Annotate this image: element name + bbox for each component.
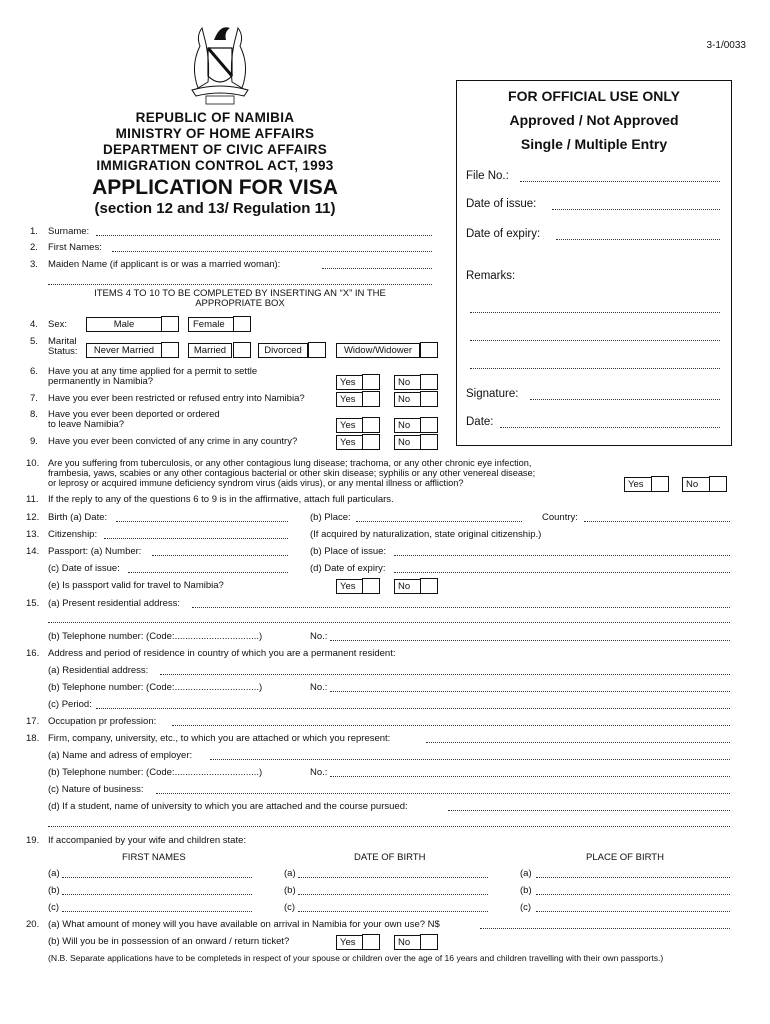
child-a-place[interactable] bbox=[536, 877, 730, 878]
yes-option: Yes bbox=[624, 477, 653, 492]
official-file-no-field[interactable] bbox=[520, 181, 720, 182]
marital-label1: Marital bbox=[48, 336, 77, 347]
q10-line1: Are you suffering from tuberculosis, or any other contagious lung disease; trachoma, or any other chronic eye infection, bbox=[48, 458, 532, 468]
no-option: No bbox=[394, 579, 423, 594]
q9-label: Have you ever been convicted of any crime in any country? bbox=[48, 436, 298, 447]
married-option: Married bbox=[188, 343, 232, 358]
birth-place-label: (b) Place: bbox=[310, 512, 351, 523]
married-checkbox[interactable] bbox=[233, 342, 251, 358]
maiden-name-label: Maiden Name (if applicant is or was a married woman): bbox=[48, 259, 281, 270]
maiden-name-field[interactable] bbox=[322, 268, 432, 269]
first-names-field[interactable] bbox=[112, 251, 432, 252]
permanent-telephone-label: (b) Telephone number: (Code:................................) bbox=[48, 682, 263, 693]
q6-line1: Have you at any time applied for a permit to settle bbox=[48, 366, 258, 377]
ticket-yes-checkbox[interactable] bbox=[362, 934, 380, 950]
maiden-name-field-2[interactable] bbox=[48, 284, 432, 285]
official-entry: Single / Multiple Entry bbox=[520, 136, 668, 152]
permanent-address-label: (a) Residential address: bbox=[48, 665, 149, 676]
q-number: 9. bbox=[30, 436, 38, 447]
permanent-residence-label: Address and period of residence in country of which you are a permanent resident: bbox=[48, 648, 396, 659]
q6-yes-checkbox[interactable] bbox=[362, 374, 380, 390]
q-number: 6. bbox=[30, 366, 38, 377]
birth-date-label: Birth (a) Date: bbox=[48, 512, 108, 523]
yes-option: Yes bbox=[336, 418, 365, 433]
child-b-name[interactable] bbox=[62, 894, 252, 895]
passport-place-field[interactable] bbox=[394, 555, 730, 556]
occupation-field[interactable] bbox=[172, 725, 730, 726]
official-date: Date: bbox=[466, 416, 494, 428]
row-c-label: (c) bbox=[284, 902, 296, 913]
male-checkbox[interactable] bbox=[161, 316, 179, 332]
header-act: IMMIGRATION CONTROL ACT, 1993 bbox=[96, 158, 334, 173]
permanent-no-field[interactable] bbox=[330, 691, 730, 692]
q-number: 14. bbox=[26, 546, 40, 557]
official-date-expiry-field[interactable] bbox=[556, 239, 720, 240]
firm-field[interactable] bbox=[426, 742, 730, 743]
citizenship-note: (If acquired by naturalization, state original citizenship.) bbox=[310, 529, 542, 540]
row-a-label: (a) bbox=[284, 868, 296, 879]
q8-yes-checkbox[interactable] bbox=[362, 417, 380, 433]
header-department: DEPARTMENT OF CIVIC AFFAIRS bbox=[102, 142, 328, 157]
yes-option: Yes bbox=[336, 375, 365, 390]
q-number: 1. bbox=[30, 226, 38, 237]
q8-line2: to leave Namibia? bbox=[48, 419, 125, 430]
business-field[interactable] bbox=[156, 793, 730, 794]
row-c-label: (c) bbox=[520, 902, 532, 913]
q10-yes-checkbox[interactable] bbox=[651, 476, 669, 492]
q6-line2: permanently in Namibia? bbox=[48, 376, 154, 387]
official-date-field[interactable] bbox=[500, 427, 720, 428]
col-date-of-birth: DATE OF BIRTH bbox=[354, 852, 426, 863]
ticket-label: (b) Will you be in possession of an onward / return ticket? bbox=[48, 936, 290, 947]
child-b-place[interactable] bbox=[536, 894, 730, 895]
citizenship-label: Citizenship: bbox=[48, 529, 98, 540]
no-option: No bbox=[394, 935, 423, 950]
passport-valid-label: (e) Is passport valid for travel to Namibia? bbox=[48, 580, 224, 591]
q-number: 7. bbox=[30, 393, 38, 404]
divorced-checkbox[interactable] bbox=[308, 342, 326, 358]
divorced-option: Divorced bbox=[258, 343, 308, 358]
row-b-label: (b) bbox=[48, 885, 60, 896]
reference-number: 3-1/0033 bbox=[706, 40, 746, 51]
telephone-code-label: (b) Telephone number: (Code:................................) bbox=[48, 631, 263, 642]
q-number: 2. bbox=[30, 242, 38, 253]
official-remarks-line[interactable] bbox=[470, 312, 720, 313]
passport-number-field[interactable] bbox=[152, 555, 288, 556]
student-field[interactable] bbox=[448, 810, 730, 811]
official-date-expiry: Date of expiry: bbox=[466, 228, 541, 240]
passport-place-label: (b) Place of issue: bbox=[310, 546, 387, 557]
q10-line3: or leprosy or acquired immune deficiency syndrom virus (aids virus), or any mental illness or affliction? bbox=[48, 478, 464, 488]
period-label: (c) Period: bbox=[48, 699, 92, 710]
widow-checkbox[interactable] bbox=[420, 342, 438, 358]
money-label: (a) What amount of money will you have available on arrival in Namibia for your own use? N$ bbox=[48, 919, 440, 930]
first-names-label: First Names: bbox=[48, 242, 102, 253]
residential-address-field[interactable] bbox=[192, 607, 730, 608]
q9-yes-checkbox[interactable] bbox=[362, 434, 380, 450]
official-remarks-line[interactable] bbox=[470, 340, 720, 341]
q-number: 20. bbox=[26, 919, 40, 930]
birth-country-label: Country: bbox=[542, 512, 578, 523]
q10-no-checkbox[interactable] bbox=[709, 476, 727, 492]
official-signature: Signature: bbox=[466, 388, 519, 400]
female-checkbox[interactable] bbox=[233, 316, 251, 332]
no-option: No bbox=[682, 477, 711, 492]
passport-number-label: Passport: (a) Number: bbox=[48, 546, 142, 557]
q8-no-checkbox[interactable] bbox=[420, 417, 438, 433]
row-c-label: (c) bbox=[48, 902, 60, 913]
passport-valid-no-checkbox[interactable] bbox=[420, 578, 438, 594]
coat-of-arms-icon bbox=[180, 18, 260, 106]
residential-address-field-2[interactable] bbox=[48, 622, 730, 623]
row-b-label: (b) bbox=[284, 885, 296, 896]
student-label: (d) If a student, name of university to which you are attached and the course pursued: bbox=[48, 801, 408, 812]
q7-no-checkbox[interactable] bbox=[420, 391, 438, 407]
widow-option: Widow/Widower bbox=[336, 343, 420, 358]
q10-line2: frambesia, yaws, scabies or any other contagious bacterial or other skin disease; syphilis or any other venereal disease; bbox=[48, 468, 536, 478]
firm-label: Firm, company, university, etc., to which you are attached or which you represent: bbox=[48, 733, 391, 744]
birth-country-field[interactable] bbox=[584, 521, 730, 522]
ticket-no-checkbox[interactable] bbox=[420, 934, 438, 950]
official-title: FOR OFFICIAL USE ONLY bbox=[508, 88, 680, 104]
q-number: 18. bbox=[26, 733, 40, 744]
passport-valid-yes-checkbox[interactable] bbox=[362, 578, 380, 594]
official-date-issue-field[interactable] bbox=[552, 209, 720, 210]
instruction-line2: APPROPRIATE BOX bbox=[195, 298, 285, 309]
child-c-place[interactable] bbox=[536, 911, 730, 912]
official-date-issue: Date of issue: bbox=[466, 198, 537, 210]
q-number: 19. bbox=[26, 835, 40, 846]
q7-yes-checkbox[interactable] bbox=[362, 391, 380, 407]
permanent-address-field[interactable] bbox=[160, 674, 730, 675]
never-married-option: Never Married bbox=[86, 343, 162, 358]
child-c-name[interactable] bbox=[62, 911, 252, 912]
female-option: Female bbox=[188, 317, 236, 332]
child-a-dob[interactable] bbox=[298, 877, 488, 878]
permanent-no-label: No.: bbox=[310, 682, 328, 693]
q-number: 8. bbox=[30, 409, 38, 420]
no-option: No bbox=[394, 375, 423, 390]
accompanied-label: If accompanied by your wife and children state: bbox=[48, 835, 247, 846]
money-field[interactable] bbox=[480, 928, 730, 929]
surname-label: Surname: bbox=[48, 226, 90, 237]
official-approved: Approved / Not Approved bbox=[509, 112, 679, 128]
no-option: No bbox=[394, 418, 423, 433]
residential-address-label: (a) Present residential address: bbox=[48, 598, 181, 609]
col-place-of-birth: PLACE OF BIRTH bbox=[586, 852, 664, 863]
q-number: 11. bbox=[26, 494, 39, 505]
surname-field[interactable] bbox=[96, 235, 432, 236]
page-subtitle: (section 12 and 13/ Regulation 11) bbox=[94, 200, 336, 217]
instruction-line1: ITEMS 4 TO 10 TO BE COMPLETED BY INSERTING AN “X” IN THE bbox=[94, 288, 386, 299]
q7-label: Have you ever been restricted or refused entry into Namibia? bbox=[48, 393, 305, 404]
employer-field[interactable] bbox=[210, 759, 730, 760]
q-number: 15. bbox=[26, 598, 40, 609]
telephone-no-label: No.: bbox=[310, 631, 328, 642]
birth-date-field[interactable] bbox=[116, 521, 288, 522]
q-number: 12. bbox=[26, 512, 40, 523]
no-option: No bbox=[394, 435, 423, 450]
no-option: No bbox=[394, 392, 423, 407]
official-remarks-line[interactable] bbox=[470, 368, 720, 369]
employer-no-label: No.: bbox=[310, 767, 328, 778]
q-number: 13. bbox=[26, 529, 40, 540]
q-number: 10. bbox=[26, 458, 40, 469]
nb-note: (N.B. Separate applications have to be completeds in respect of your spouse or children over the age of 16 years and children travelling with their own passports.) bbox=[48, 953, 664, 963]
student-field-2[interactable] bbox=[48, 826, 730, 827]
row-a-label: (a) bbox=[520, 868, 532, 879]
male-option: Male bbox=[86, 317, 162, 332]
header-ministry: MINISTRY OF HOME AFFAIRS bbox=[115, 126, 315, 141]
row-a-label: (a) bbox=[48, 868, 60, 879]
yes-option: Yes bbox=[336, 435, 365, 450]
child-b-dob[interactable] bbox=[298, 894, 488, 895]
row-b-label: (b) bbox=[520, 885, 532, 896]
passport-issue-field[interactable] bbox=[128, 572, 288, 573]
q-number: 5. bbox=[30, 336, 38, 347]
q6-no-checkbox[interactable] bbox=[420, 374, 438, 390]
q-number: 16. bbox=[26, 648, 40, 659]
employer-label: (a) Name and adress of employer: bbox=[48, 750, 193, 761]
q-number: 3. bbox=[30, 259, 38, 270]
employer-telephone-label: (b) Telephone number: (Code:................................) bbox=[48, 767, 263, 778]
marital-label2: Status: bbox=[48, 346, 78, 357]
col-first-names: FIRST NAMES bbox=[122, 852, 186, 863]
yes-option: Yes bbox=[336, 935, 365, 950]
telephone-no-field[interactable] bbox=[330, 640, 730, 641]
official-file-no: File No.: bbox=[466, 170, 509, 182]
employer-no-field[interactable] bbox=[330, 776, 730, 777]
q-number: 4. bbox=[30, 319, 38, 330]
passport-expiry-label: (d) Date of expiry: bbox=[310, 563, 386, 574]
citizenship-field[interactable] bbox=[104, 538, 288, 539]
official-signature-field[interactable] bbox=[530, 399, 720, 400]
official-remarks: Remarks: bbox=[466, 270, 516, 282]
passport-expiry-field[interactable] bbox=[394, 572, 730, 573]
q-number: 17. bbox=[26, 716, 40, 727]
never-married-checkbox[interactable] bbox=[161, 342, 179, 358]
header-republic: REPUBLIC OF NAMIBIA bbox=[135, 110, 295, 125]
q11-label: If the reply to any of the questions 6 to 9 is in the affirmative, attach full particulars. bbox=[48, 494, 394, 505]
yes-option: Yes bbox=[336, 579, 365, 594]
business-label: (c) Nature of business: bbox=[48, 784, 144, 795]
q8-line1: Have you ever been deported or ordered bbox=[48, 409, 220, 420]
passport-issue-label: (c) Date of issue: bbox=[48, 563, 120, 574]
period-field[interactable] bbox=[96, 708, 730, 709]
yes-option: Yes bbox=[336, 392, 365, 407]
child-c-dob[interactable] bbox=[298, 911, 488, 912]
birth-place-field[interactable] bbox=[356, 521, 522, 522]
child-a-name[interactable] bbox=[62, 877, 252, 878]
page-title: APPLICATION FOR VISA bbox=[92, 176, 338, 199]
q9-no-checkbox[interactable] bbox=[420, 434, 438, 450]
sex-label: Sex: bbox=[48, 319, 68, 330]
occupation-label: Occupation pr profession: bbox=[48, 716, 157, 727]
